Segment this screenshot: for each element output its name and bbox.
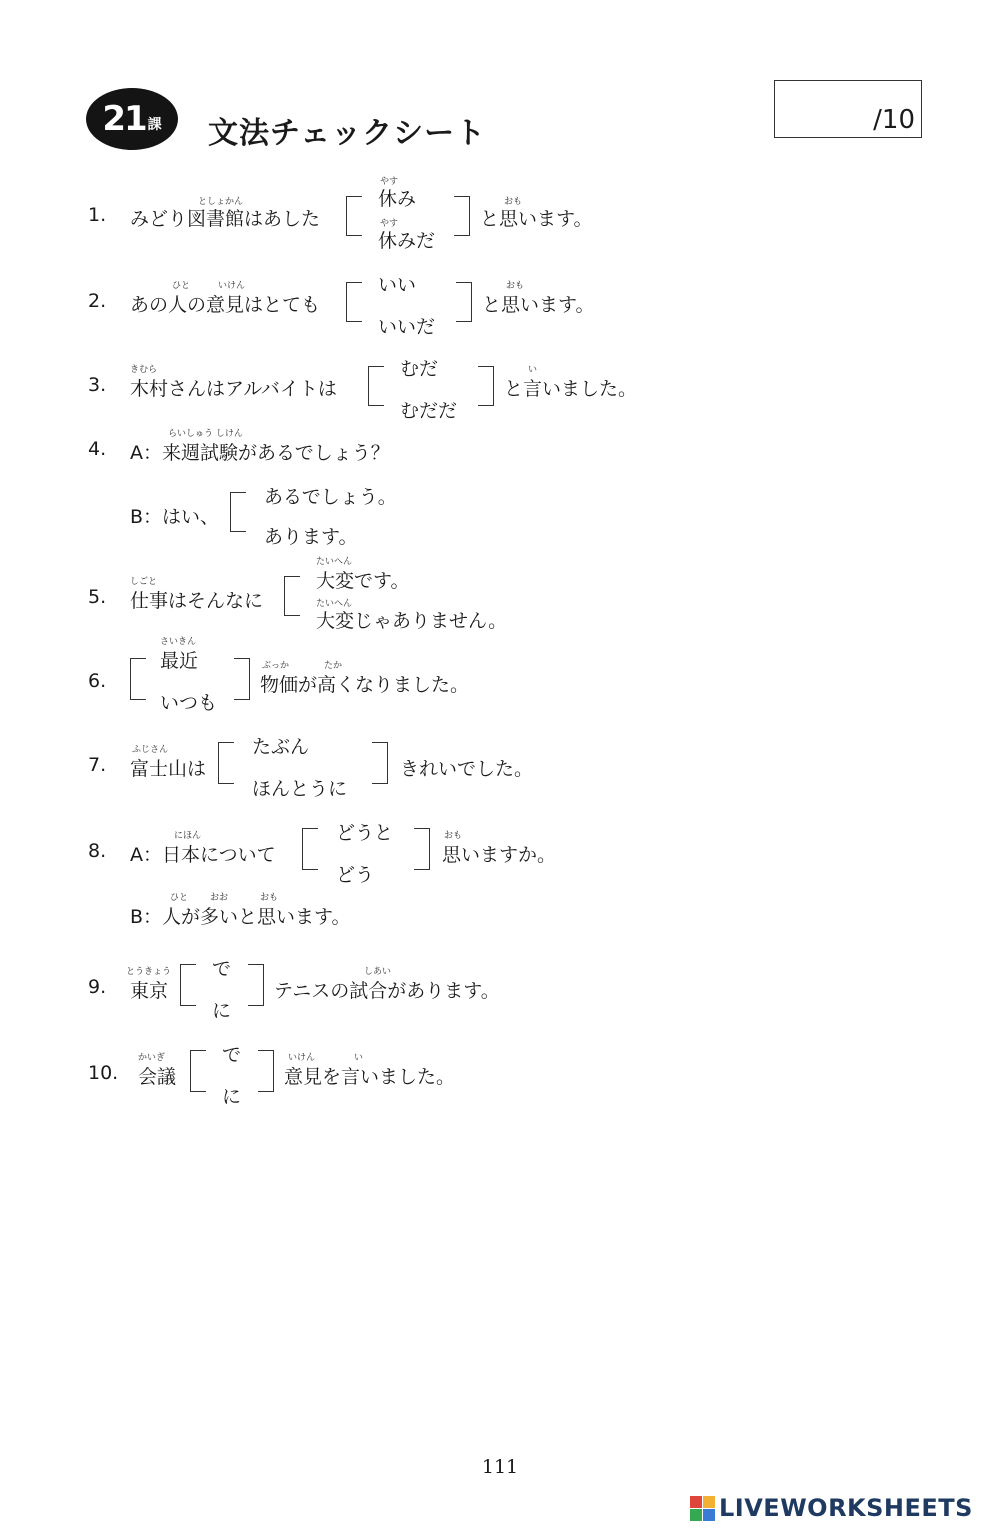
- option-a[interactable]: で: [212, 958, 232, 980]
- option-b[interactable]: 休みだ: [378, 230, 436, 252]
- score-box[interactable]: [774, 80, 922, 138]
- ruby: やす: [380, 219, 399, 229]
- ruby: しごと: [130, 577, 158, 587]
- question-number: 9.: [88, 976, 107, 998]
- ruby: おも: [504, 197, 523, 207]
- page-title: 文法チェックシート: [208, 116, 487, 151]
- question-number: 6.: [88, 670, 107, 692]
- bracket-left: [180, 964, 196, 1006]
- ruby: かいぎ: [138, 1053, 166, 1063]
- bracket-right: [456, 282, 472, 322]
- question-text: 木村さんはアルバイトは: [130, 378, 337, 400]
- ruby: らいしゅう しけん: [168, 429, 243, 439]
- option-a[interactable]: 最近: [160, 650, 199, 672]
- option-a[interactable]: たぶん: [252, 736, 310, 758]
- liveworksheets-icon: [690, 1496, 715, 1521]
- option-b[interactable]: に: [212, 1000, 232, 1022]
- question-text: A：来週試験があるでしょう？: [130, 442, 390, 464]
- option-a[interactable]: で: [222, 1044, 242, 1066]
- bracket-right: [258, 1050, 274, 1092]
- ruby: たいへん: [316, 599, 353, 609]
- ruby: さいきん: [160, 637, 197, 647]
- option-a[interactable]: 休み: [378, 188, 417, 210]
- score-text: /10: [873, 105, 915, 135]
- question-suffix: 意見を言いました。: [284, 1066, 456, 1088]
- question-suffix: きれいでした。: [400, 758, 534, 780]
- question-text: A：日本について: [130, 844, 276, 866]
- bracket-left: [368, 366, 384, 406]
- question-number: 8.: [88, 840, 107, 862]
- ruby: い: [528, 365, 538, 375]
- ruby: おも: [444, 831, 463, 841]
- ruby: にほん: [174, 831, 202, 841]
- bracket-left: [346, 282, 362, 322]
- question-suffix: 物価が高くなりました。: [260, 674, 470, 696]
- question-text: 東京: [130, 980, 169, 1002]
- option-b[interactable]: どう: [336, 864, 375, 886]
- ruby: しあい: [364, 967, 392, 977]
- question-suffix: テニスの試合があります。: [274, 980, 500, 1002]
- ruby: としょかん: [198, 197, 244, 207]
- bracket-right: [454, 196, 470, 236]
- ruby: おお: [210, 893, 229, 903]
- question-text: あの人の意見はとても: [130, 294, 321, 316]
- lesson-unit: 課: [147, 117, 162, 133]
- ruby: やす: [380, 177, 399, 187]
- option-b[interactable]: いいだ: [378, 316, 436, 338]
- bracket-left: [230, 492, 246, 532]
- ruby: きむら: [130, 365, 158, 375]
- ruby: ふじさん: [132, 745, 169, 755]
- bracket-right: [372, 742, 388, 784]
- question-number: 4.: [88, 438, 107, 460]
- option-a[interactable]: あるでしょう。: [264, 486, 397, 508]
- ruby: いけん: [288, 1053, 316, 1063]
- question-text: 仕事はそんなに: [130, 590, 264, 612]
- option-b[interactable]: に: [222, 1086, 242, 1108]
- question-number: 10.: [88, 1062, 119, 1084]
- bracket-left: [284, 576, 300, 616]
- ruby: ぶっか: [262, 661, 290, 671]
- question-number: 3.: [88, 374, 107, 396]
- question-suffix: 思いますか。: [442, 844, 557, 866]
- ruby: いけん: [218, 281, 246, 291]
- question-text: みどり図書館はあした: [130, 208, 321, 230]
- bracket-right: [478, 366, 494, 406]
- option-b[interactable]: むだだ: [400, 400, 458, 422]
- bracket-right: [414, 828, 430, 870]
- ruby: ひと: [172, 281, 191, 291]
- lesson-number: 21: [102, 99, 146, 139]
- bracket-right: [248, 964, 264, 1006]
- question-suffix: と思います。: [482, 294, 595, 316]
- liveworksheets-logo: [690, 1494, 973, 1522]
- worksheet-header: [86, 80, 946, 160]
- question-text: B：人が多いと思います。: [130, 906, 351, 928]
- question-number: 5.: [88, 586, 107, 608]
- lesson-badge: [86, 88, 178, 150]
- option-a[interactable]: いい: [378, 274, 417, 296]
- bracket-left: [302, 828, 318, 870]
- question-text: 会議: [138, 1066, 177, 1088]
- question-suffix: と思います。: [480, 208, 593, 230]
- ruby: たいへん: [316, 557, 353, 567]
- watermark-text: LIVEWORKSHEETS: [719, 1494, 973, 1522]
- bracket-left: [190, 1050, 206, 1092]
- ruby: おも: [260, 893, 279, 903]
- question-number: 7.: [88, 754, 107, 776]
- option-b[interactable]: あります。: [264, 526, 358, 548]
- option-a[interactable]: 大変です。: [316, 570, 410, 592]
- question-text: 富士山は: [130, 758, 207, 780]
- option-b[interactable]: いつも: [160, 692, 218, 714]
- option-a[interactable]: むだ: [400, 358, 439, 380]
- question-number: 2.: [88, 290, 107, 312]
- bracket-left: [218, 742, 234, 784]
- question-text: B：はい、: [130, 506, 220, 528]
- ruby: とうきょう: [126, 967, 172, 977]
- option-b[interactable]: 大変じゃありません。: [316, 610, 508, 632]
- ruby: たか: [324, 661, 343, 671]
- question-suffix: と言いました。: [504, 378, 638, 400]
- ruby: ひと: [170, 893, 189, 903]
- option-a[interactable]: どうと: [336, 822, 394, 844]
- ruby: おも: [506, 281, 525, 291]
- page-number: 111: [481, 1456, 519, 1478]
- bracket-left: [130, 658, 146, 700]
- ruby: い: [354, 1053, 364, 1063]
- option-b[interactable]: ほんとうに: [252, 778, 348, 800]
- question-number: 1.: [88, 204, 107, 226]
- bracket-left: [346, 196, 362, 236]
- bracket-right: [234, 658, 250, 700]
